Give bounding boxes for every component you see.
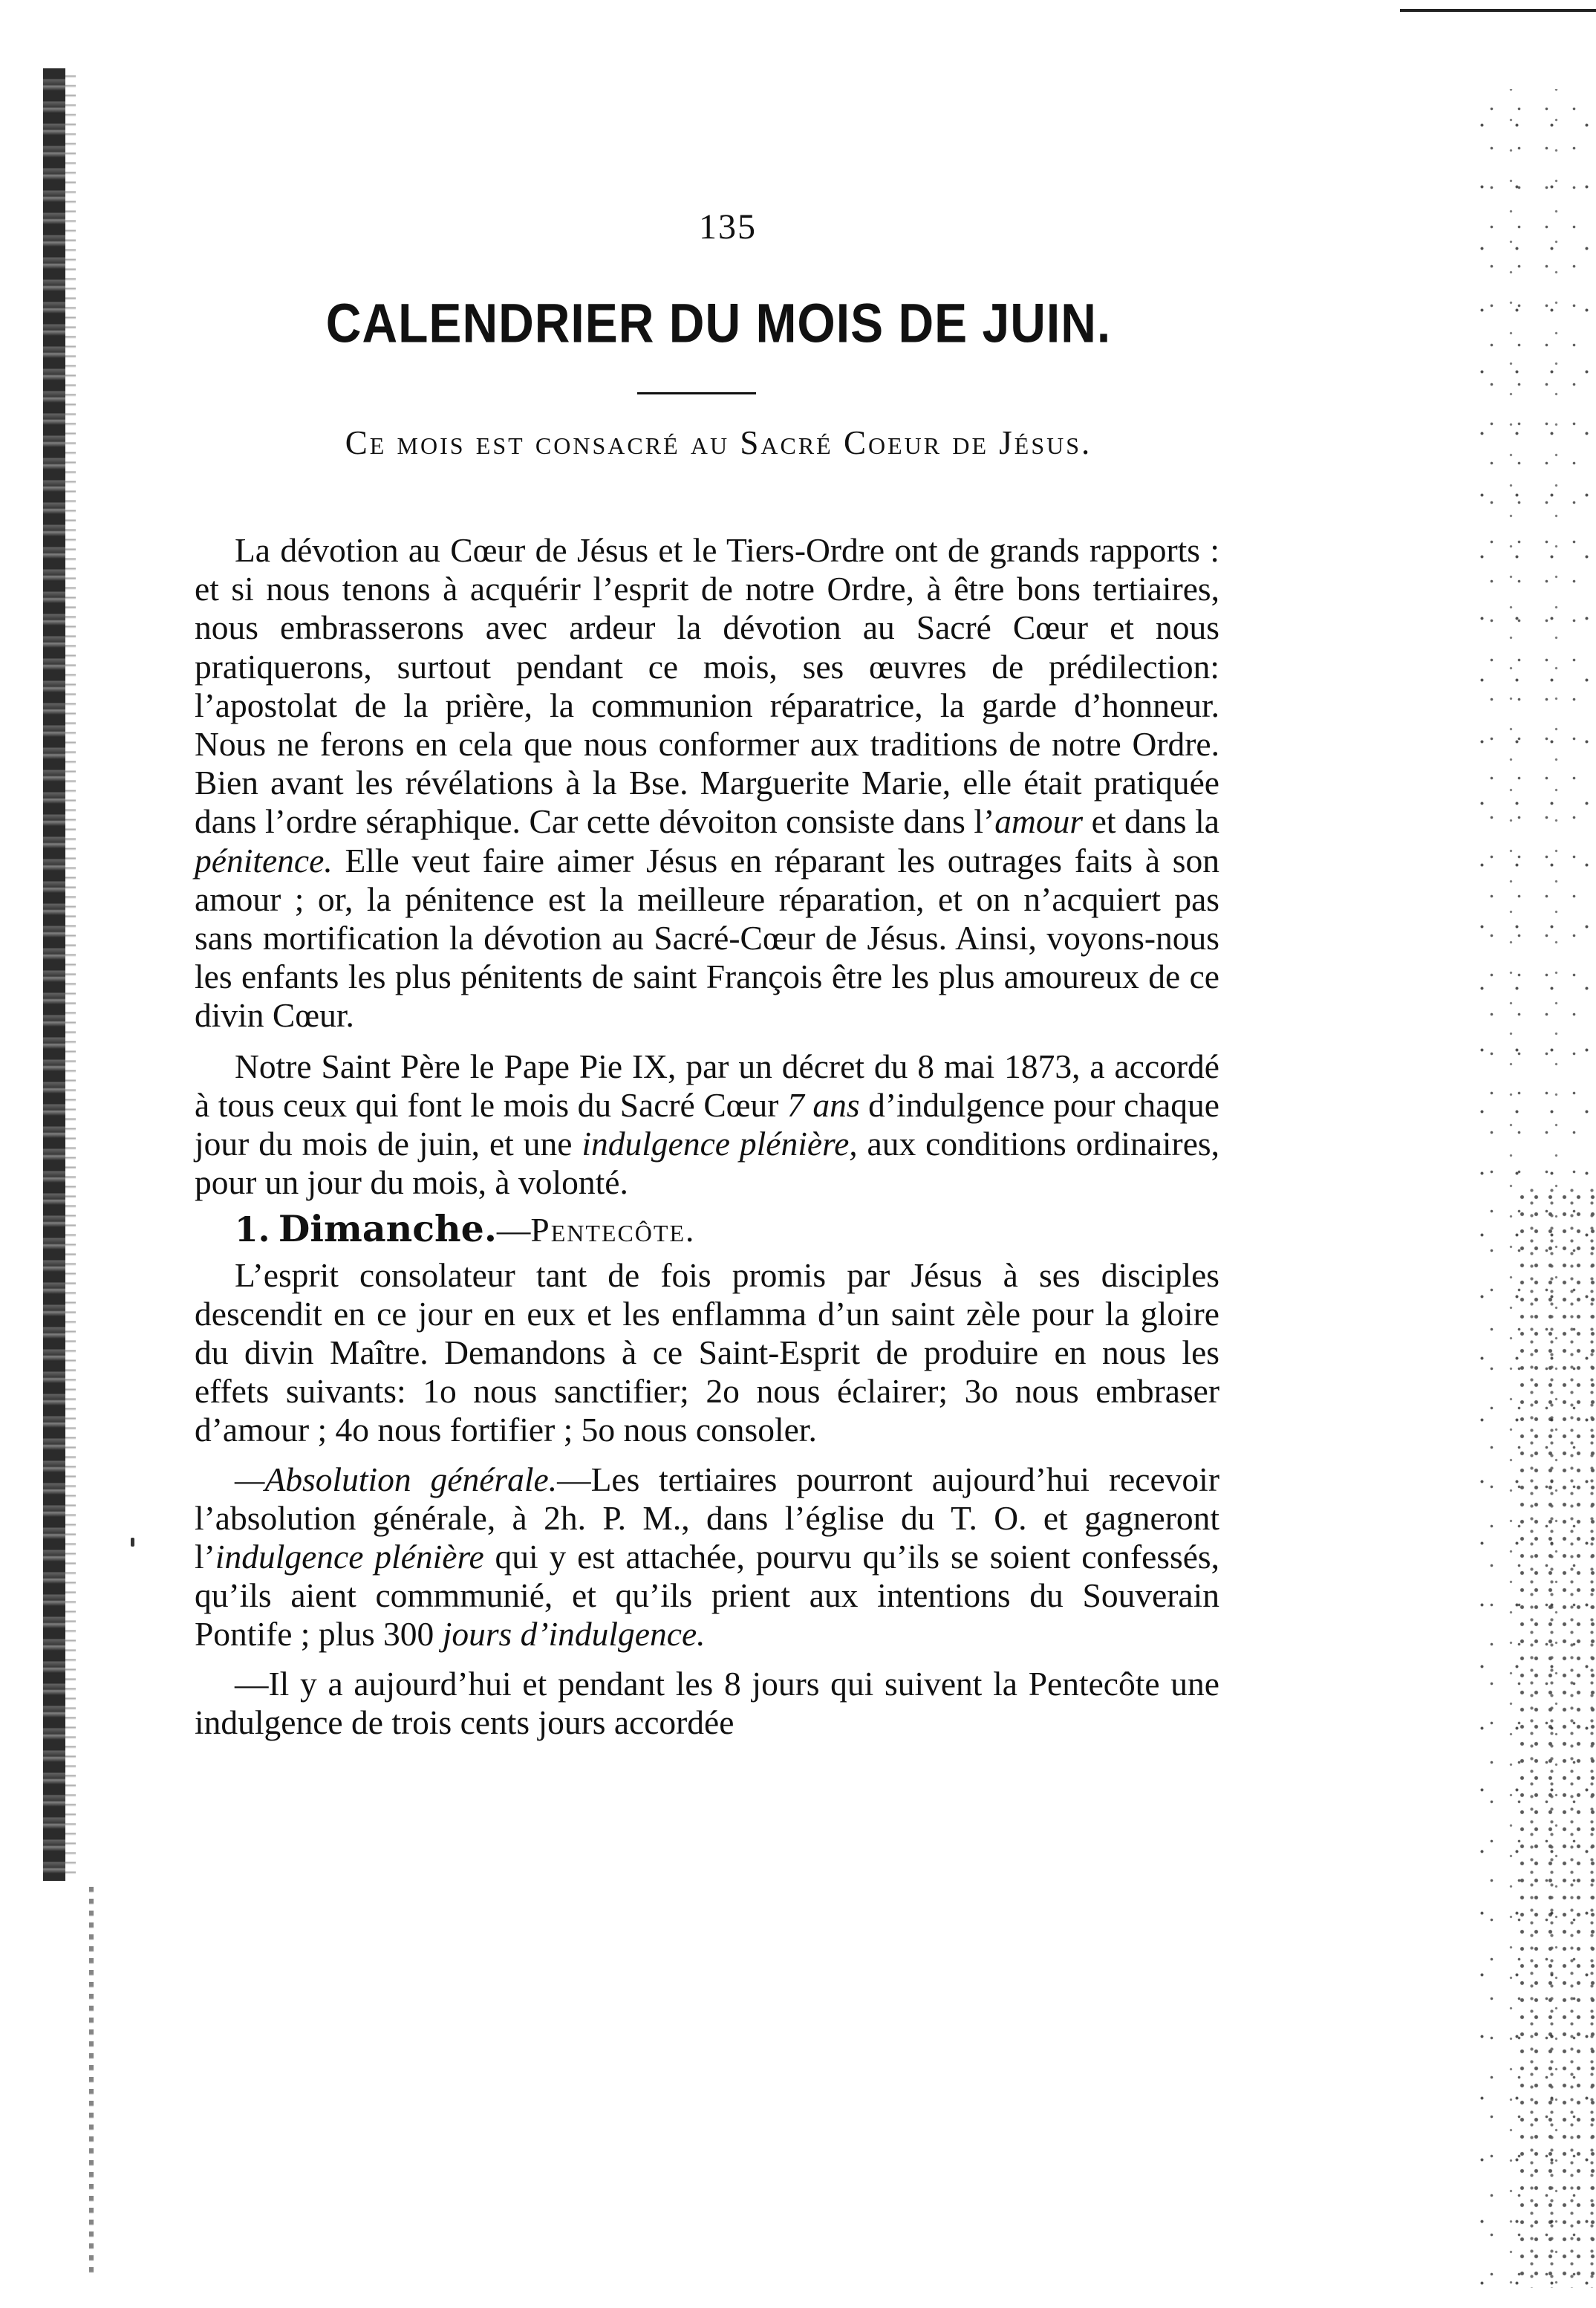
heading-dash: —	[496, 1211, 531, 1249]
text-run: qui y est attachée, pourvu qu’ils se soient confessés, qu’ils aient commmunié, et qu’ils prient aux intentions du Souverain Pontife ; plus 300	[195, 1538, 1219, 1654]
italic-run: —Absolution générale.	[235, 1460, 558, 1498]
italic-run: jours d’indulgence.	[442, 1615, 706, 1654]
page-number: 135	[699, 207, 757, 247]
paragraph-pentecost	[195, 1256, 1219, 1450]
text-run: L’esprit consolateur tant de fois promis par Jésus à ses disciples descendit en ce jour en eux et les enflamma d’un saint zèle pour la gloire du divin Maître. Demandons à ce Saint-Esprit de produire en nous les effets suivants: 1o nous sanctifier; 2o nous éclairer; 3o nous embraser d’amour ; 4o nous fortifier ; 5o nous consoler.	[195, 1255, 1219, 1449]
italic-run: pénitence.	[195, 841, 333, 880]
day-number: 1.	[235, 1209, 270, 1250]
ink-speck	[131, 1538, 134, 1547]
italic-run: 7 ans	[787, 1085, 860, 1124]
text-run: —Il y a aujourd’hui et pendant les 8 jours qui suivent la Pentecôte une indulgence de trois cents jours accordée	[195, 1664, 1219, 1741]
paragraph-octave-indulgence	[195, 1665, 1219, 1742]
paragraph-devotion	[195, 531, 1219, 1036]
text-run: aux conditions ordinaires, pour un jour du mois, à volonté.	[195, 1125, 1219, 1202]
text-run: La dévotion au Cœur de Jésus et le Tiers-Ordre ont de grands rapports : et si nous tenons à acquérir l’esprit de notre Ordre, à être bons tertiaires, nous embrasserons avec ardeur la dévotion au Sacré Cœur et nous pratiquerons, surtout pendant ce mois, ses œuvres de prédilection: l’apostolat de la prière, la communion réparatrice, la garde d’honneur. Nous ne ferons en cela que nous conformer aux traditions de notre Ordre. Bien avant les révélations à la Bse. Marguerite Marie, elle était pratiquée dans l’ordre séraphique. Car cette dévoiton consiste dans l’	[195, 531, 1219, 841]
page-subtitle: Ce mois est consacré au Sacré Coeur de Jésus.	[345, 424, 1092, 461]
page-title: CALENDRIER DU MOIS DE JUIN.	[325, 292, 1112, 354]
scan-speckle-margin-dense	[1515, 1189, 1596, 2288]
text-run: Elle veut faire aimer Jésus en réparant les outrages faits à son amour ; or, la pénitence est la meilleure réparation, et on n’acquiert pas sans mortification la dévotion au Sacré-Cœur de Jésus. Ainsi, voyons-nous les enfants les plus pénitents de saint François être les plus amoureux de ce divin Cœur.	[195, 841, 1219, 1035]
text-run: d’indulgence pour chaque jour du mois de juin, et une	[195, 1085, 1219, 1163]
spine-edge-marks	[89, 1887, 94, 2273]
paragraph-general-absolution	[195, 1460, 1219, 1654]
title-divider	[637, 392, 756, 394]
text-run: —Les tertiaires pourront aujourd’hui recevoir l’absolution générale, à 2h. P. M., dans l’église du T. O. et gagneront l’	[195, 1460, 1219, 1576]
day-name: Dimanche.	[278, 1207, 497, 1251]
day-entry-heading	[195, 1209, 1219, 1249]
feast-name: Pentecôte.	[530, 1211, 696, 1249]
italic-run: amour	[994, 802, 1084, 841]
italic-run: indulgence plénière,	[582, 1125, 858, 1163]
text-run: Notre Saint Père le Pape Pie IX, par un décret du 8 mai 1873, a accordé à tous ceux qui font le mois du Sacré Cœur	[195, 1047, 1219, 1124]
paragraph-indulgence-decree	[195, 1047, 1219, 1203]
body-text	[195, 531, 1219, 1742]
scan-edge-line	[1400, 9, 1596, 12]
italic-run: indulgence plénière	[215, 1538, 484, 1576]
text-run: et dans la	[1083, 802, 1219, 841]
